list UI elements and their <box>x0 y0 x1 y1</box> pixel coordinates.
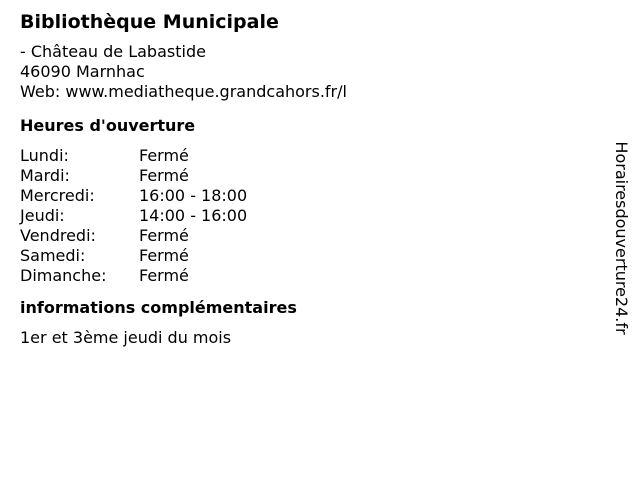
site-brand-vertical[interactable]: Horairesdouverture24.fr <box>612 141 631 335</box>
hours-value: Fermé <box>139 166 189 185</box>
day-label: Vendredi: <box>20 226 96 245</box>
business-address <box>20 42 600 102</box>
hours-value: Fermé <box>139 266 189 285</box>
hours-row-sunday <box>20 266 600 286</box>
address-city: 46090 Marnhac <box>20 62 145 81</box>
address-street: - Château de Labastide <box>20 42 206 61</box>
hours-value: 16:00 - 18:00 <box>139 186 248 205</box>
hours-row-tuesday <box>20 166 600 186</box>
day-label: Mercredi: <box>20 186 95 205</box>
opening-hours-card <box>20 10 600 348</box>
day-label: Jeudi: <box>20 206 65 225</box>
hours-value: Fermé <box>139 146 189 165</box>
hours-value: Fermé <box>139 226 189 245</box>
hours-row-wednesday <box>20 186 600 206</box>
opening-hours-table <box>20 146 600 286</box>
day-label: Mardi: <box>20 166 70 185</box>
business-name: Bibliothèque Municipale <box>20 11 279 33</box>
hours-row-monday <box>20 146 600 166</box>
additional-info-title: informations complémentaires <box>20 298 297 317</box>
hours-value: Fermé <box>139 246 189 265</box>
hours-value: 14:00 - 16:00 <box>139 206 248 225</box>
hours-row-friday <box>20 226 600 246</box>
day-label: Lundi: <box>20 146 69 165</box>
day-label: Samedi: <box>20 246 86 265</box>
opening-hours-title: Heures d'ouverture <box>20 116 196 135</box>
hours-row-thursday <box>20 206 600 226</box>
website-link[interactable]: Web: www.mediatheque.grandcahors.fr/l <box>20 82 347 101</box>
day-label: Dimanche: <box>20 266 107 285</box>
hours-row-saturday <box>20 246 600 266</box>
additional-info-text: 1er et 3ème jeudi du mois <box>20 328 232 347</box>
